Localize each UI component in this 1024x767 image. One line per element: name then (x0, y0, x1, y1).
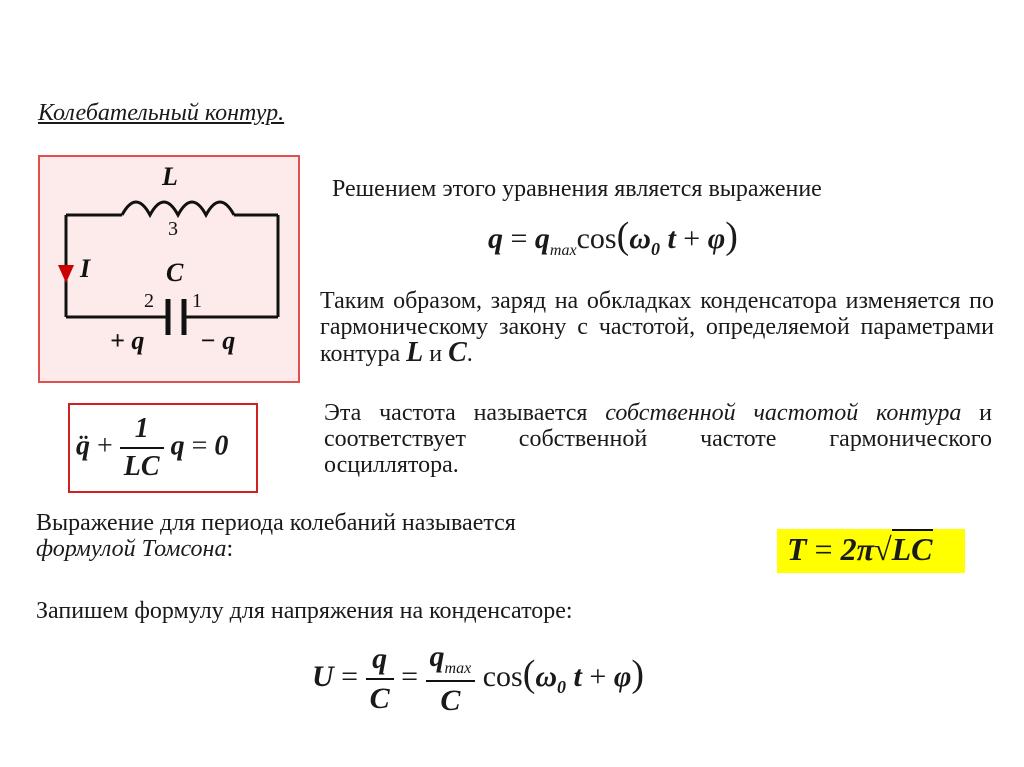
thomson-formula-highlight (777, 529, 965, 573)
current-arrow-icon (58, 265, 74, 283)
thomson-paragraph: Выражение для периода колебаний называется формулой Томсона: (36, 510, 516, 562)
slide-title: Колебательный контур. (38, 100, 285, 126)
plate-left-number: 2 (144, 290, 154, 312)
diff-equation-box (68, 403, 258, 493)
voltage-text: Запишем формулу для напряжения на конденсаторе: (36, 598, 573, 624)
harmonic-text: Таким образом, заряд на обкладках конденсатора изменяется по гармоническому закону с частотой, определяемой параметрами контура (320, 288, 994, 367)
thomson-formula: T = 2π√LC (787, 531, 933, 567)
frequency-part2: и соответствует собственной частоте гармонического осциллятора. (324, 400, 993, 478)
inductor-label: L (162, 162, 178, 191)
harmonic-and: и (429, 341, 443, 367)
diff-equation: q̈ + $\frac{1}{LC}$ q = 0 (76, 413, 229, 482)
thomson-text: Выражение для периода колебаний называется (36, 510, 516, 536)
harmonic-paragraph: Таким образом, заряд на обкладках конденсатора изменяется по гармоническому закону с частотой, определяемой параметрами контура L и C. (320, 288, 994, 368)
charge-plus-label: + q (110, 326, 145, 355)
sqrt-icon: √ (874, 531, 892, 567)
circuit-diagram (38, 155, 300, 383)
harmonic-L: L (406, 337, 424, 368)
voltage-formula: U = $\frac{q}{C}$ = $\frac{q_{max}}{C}$ $\cos(\omega_0$ t + φ) (312, 640, 645, 717)
plate-right-number: 1 (192, 290, 202, 312)
thomson-italic: формулой Томсона (36, 536, 227, 562)
harmonic-C: C (448, 337, 467, 368)
inductor-number: 3 (168, 218, 178, 240)
frequency-part1: Эта частота называется (324, 400, 588, 426)
solution-formula: $q = q_{max}\cos(\omega_0$ t + φ) (488, 215, 738, 259)
inductor-coil (122, 202, 234, 215)
capacitor-label: C (166, 258, 184, 287)
solution-text: Решением этого уравнения является выражение (332, 176, 822, 202)
current-label: I (80, 254, 91, 283)
charge-minus-label: − q (200, 326, 236, 355)
circuit-svg (40, 157, 302, 385)
frequency-italic: собственной частотой контура (605, 400, 962, 426)
frequency-paragraph (324, 400, 992, 478)
